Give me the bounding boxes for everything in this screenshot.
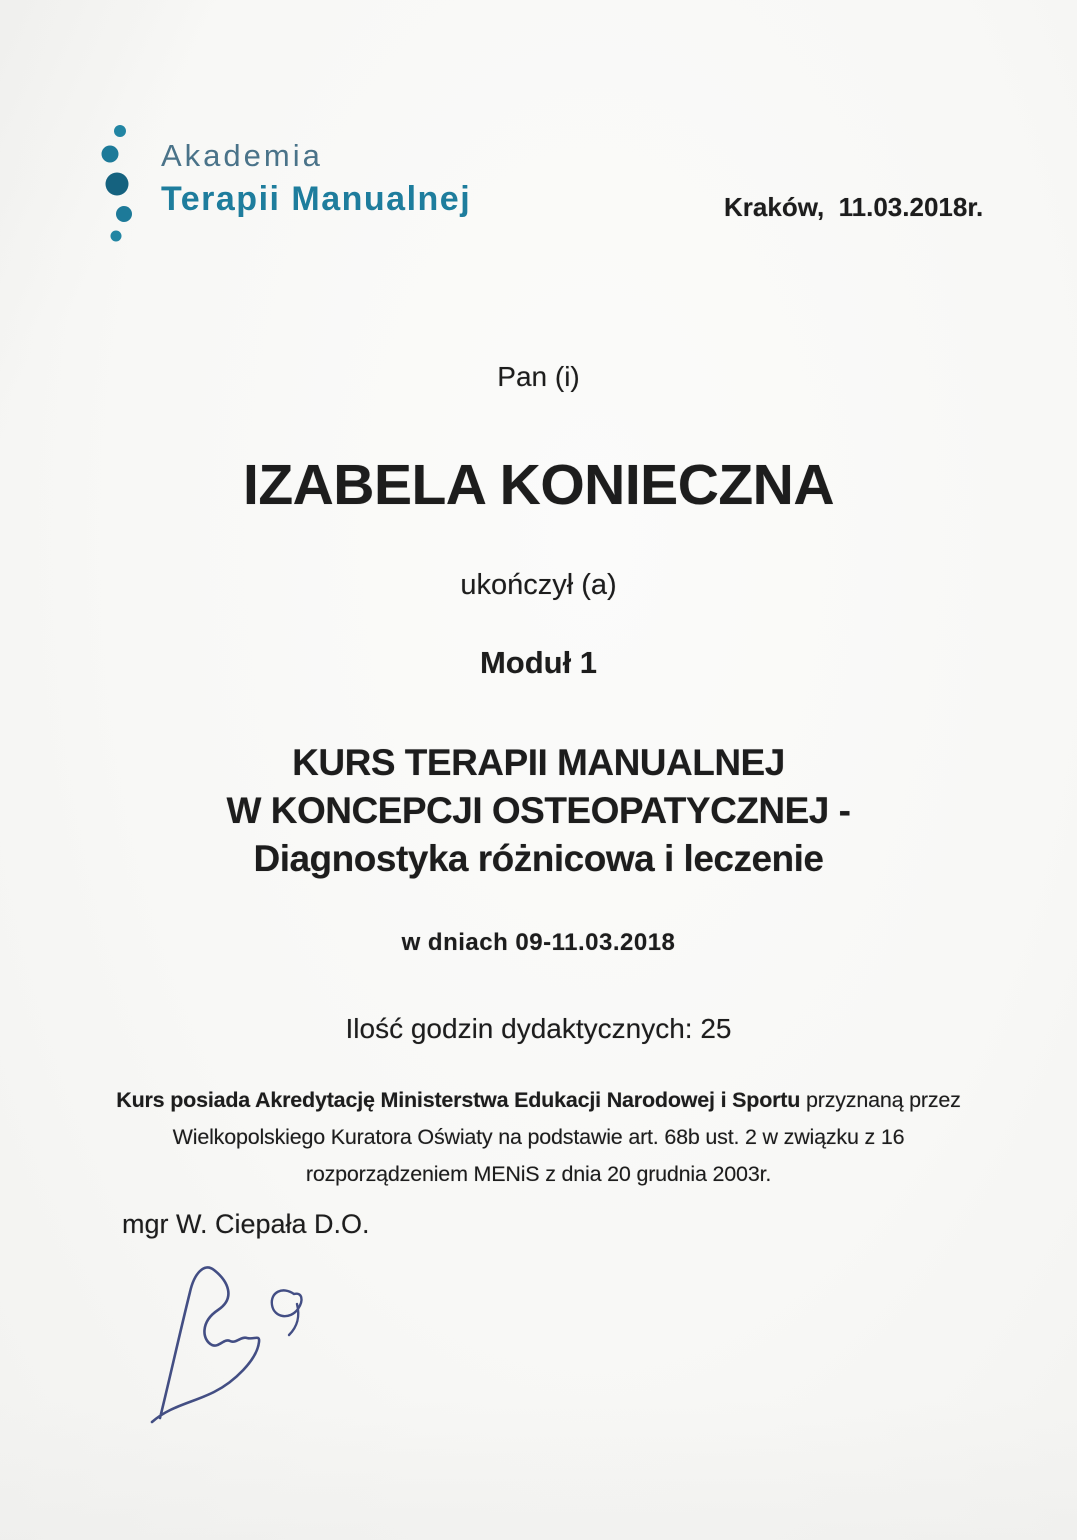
recipient-name: IZABELA KONIECZNA	[242, 453, 835, 517]
accreditation-line-1	[0, 1082, 1077, 1119]
course-dates: w dniach 09-11.03.2018	[401, 929, 676, 956]
handwritten-signature-icon	[118, 1248, 348, 1433]
salutation: Pan (i)	[497, 361, 580, 392]
teaching-hours: Ilość godzin dydaktycznych: 25	[345, 1013, 732, 1044]
module-title: Moduł 1	[479, 645, 598, 680]
logo-academy-name: Akademia	[161, 138, 323, 173]
course-title-line-2: W KONCEPCJI OSTEOPATYCZNEJ -	[226, 790, 851, 831]
accreditation-line-3: rozporządzeniem MENiS z dnia 20 grudnia 2003r.	[305, 1162, 772, 1186]
course-title-line-1: KURS TERAPII MANUALNEJ	[292, 742, 785, 783]
spine-dots-logo-icon	[96, 116, 148, 250]
place-date: Kraków, 11.03.2018r.	[724, 192, 984, 222]
signature-flourish-stroke	[272, 1290, 302, 1335]
logo-dot-2	[102, 146, 119, 163]
logo-dot-4	[116, 206, 132, 222]
accreditation-note	[0, 1082, 1077, 1193]
logo-dot-5	[111, 231, 122, 242]
accreditation-line-2: Wielkopolskiego Kuratora Oświaty na podstawie art. 68b ust. 2 w związku z 16	[172, 1125, 905, 1149]
logo-dot-3	[106, 173, 129, 196]
signature-main-stroke	[152, 1267, 259, 1422]
course-title-line-3: Diagnostyka różnicowa i leczenie	[253, 838, 824, 879]
completed-label: ukończył (a)	[460, 569, 617, 601]
logo	[161, 138, 471, 219]
logo-dot-1	[114, 125, 126, 137]
logo-academy-subtitle: Terapii Manualnej	[161, 180, 472, 218]
signer-name: mgr W. Ciepała D.O.	[122, 1209, 370, 1239]
accreditation-line-1-rest: przyznaną przez	[800, 1088, 961, 1112]
accreditation-line-1-bold: Kurs posiada Akredytację Ministerstwa Edukacji Narodowej i Sportu	[116, 1088, 801, 1112]
course-title	[0, 739, 1077, 883]
